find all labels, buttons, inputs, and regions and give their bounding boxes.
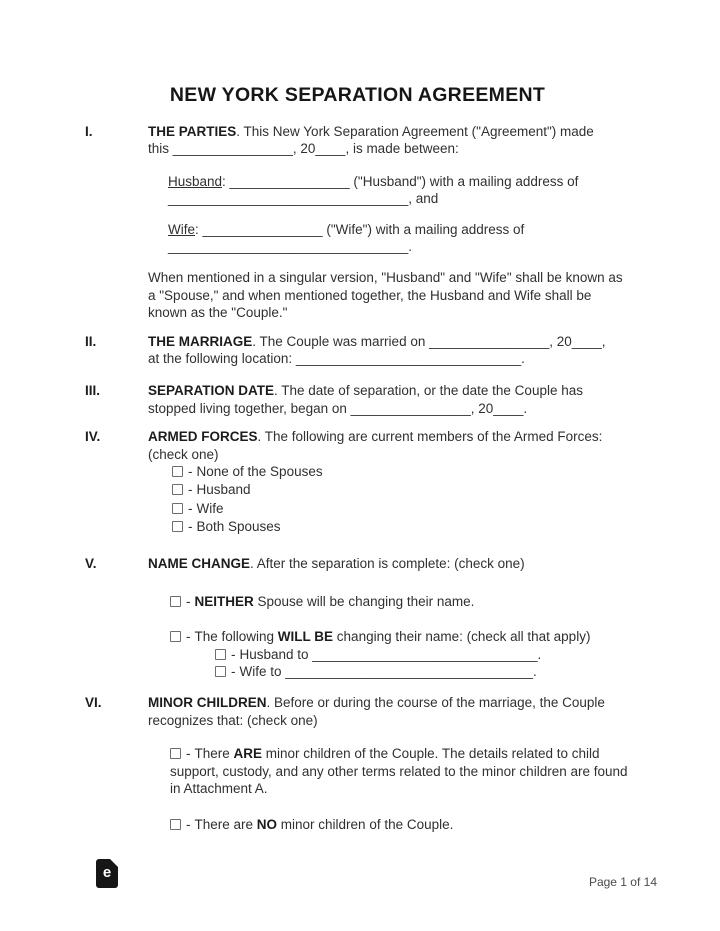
- section-heading: MINOR CHILDREN: [148, 695, 267, 711]
- minor-children-option-are: [170, 745, 630, 797]
- page-title: NEW YORK SEPARATION AGREEMENT: [169, 84, 546, 106]
- option-dash: -: [231, 663, 236, 679]
- minor-children-text: . Before or during the course of the marriage, the Couple recognizes that: (check one): [148, 695, 605, 728]
- section-the-marriage: [85, 333, 630, 368]
- separation-date-text: . The date of separation, or the date the Couple has stopped living together, began on ________________, 20____.: [148, 383, 583, 416]
- option-dash: -: [186, 629, 191, 645]
- parties-intro: [148, 123, 630, 158]
- armed-forces-clause: [148, 428, 630, 463]
- option-label: Husband: [196, 482, 251, 498]
- option-dash: -: [186, 746, 191, 762]
- option-dash: -: [186, 593, 191, 609]
- armed-forces-option-none: [172, 463, 630, 481]
- wife-label: Wife: [168, 221, 195, 237]
- section-the-parties: [85, 123, 630, 322]
- section-name-change: [85, 555, 630, 680]
- wife-clause: [168, 221, 630, 256]
- option-dash: -: [188, 464, 193, 480]
- section-heading: THE MARRIAGE: [148, 333, 253, 349]
- minor-children-option-no: [170, 816, 630, 833]
- option-label: Husband to ______________________________.: [239, 646, 542, 662]
- name-change-clause: [148, 555, 630, 572]
- separation-date-clause: [148, 382, 630, 417]
- option-label: Spouse will be changing their name.: [253, 593, 475, 609]
- name-change-option-neither: [170, 593, 630, 610]
- option-dash: -: [188, 500, 193, 516]
- section-heading: SEPARATION DATE: [148, 383, 275, 399]
- name-change-text: . After the separation is complete: (check one): [250, 556, 525, 572]
- spouse-definition-note: When mentioned in a singular version, "Husband" and "Wife" shall be known as a "Spouse," and when mentioned together, the Husband and Wife shall be known as the "Couple.": [148, 270, 623, 321]
- section-numeral: III.: [85, 383, 101, 399]
- option-bold-word: NEITHER: [194, 593, 254, 609]
- name-change-sub-options: [215, 646, 630, 681]
- minor-children-clause: [148, 694, 630, 729]
- name-change-wife-to: [215, 663, 630, 680]
- checkbox-icon[interactable]: [172, 484, 183, 495]
- armed-forces-option-both: [172, 518, 630, 536]
- document-content: [85, 84, 630, 834]
- option-label: Both Spouses: [196, 518, 281, 534]
- marriage-clause: [148, 333, 630, 368]
- option-label: changing their name: (check all that apply): [333, 629, 591, 645]
- section-heading: NAME CHANGE: [148, 556, 251, 572]
- checkbox-icon[interactable]: [170, 819, 181, 830]
- option-bold-word: NO: [256, 817, 278, 833]
- section-numeral: I.: [85, 124, 93, 139]
- wife-clause-text: : ________________ ("Wife") with a mailing address of ________________________________.: [168, 221, 525, 255]
- option-label: Wife to _________________________________.: [239, 663, 537, 679]
- section-numeral: IV.: [85, 429, 101, 445]
- husband-clause-text: : ________________ ("Husband") with a mailing address of ________________________________, and: [168, 173, 579, 207]
- logo-letter: e: [102, 864, 112, 881]
- section-numeral: VI.: [85, 695, 102, 711]
- checkbox-icon[interactable]: [170, 748, 181, 759]
- page-number: Page 1 of 14: [588, 875, 657, 889]
- checkbox-icon[interactable]: [215, 649, 226, 660]
- option-label-pre: There are: [194, 817, 257, 833]
- checkbox-icon[interactable]: [170, 631, 181, 642]
- option-label-pre: The following: [194, 629, 278, 645]
- armed-forces-options: [172, 463, 630, 536]
- checkbox-icon[interactable]: [172, 503, 183, 514]
- checkbox-icon[interactable]: [170, 596, 181, 607]
- option-label: None of the Spouses: [196, 464, 323, 480]
- marriage-clause-text: . The Couple was married on ________________, 20____, at the following location: ______________________________.: [148, 333, 606, 367]
- option-dash: -: [231, 646, 236, 662]
- checkbox-icon[interactable]: [172, 466, 183, 477]
- option-label: minor children of the Couple.: [277, 817, 454, 833]
- option-dash: -: [188, 482, 193, 498]
- section-heading: ARMED FORCES: [148, 429, 258, 445]
- name-change-option-willbe: [170, 628, 630, 645]
- option-dash: -: [188, 518, 193, 534]
- name-change-husband-to: [215, 646, 630, 663]
- armed-forces-option-wife: [172, 500, 630, 518]
- checkbox-icon[interactable]: [215, 666, 226, 677]
- husband-label: Husband: [168, 173, 223, 189]
- section-numeral: V.: [85, 556, 97, 572]
- option-bold-word: ARE: [233, 746, 263, 762]
- armed-forces-option-husband: [172, 481, 630, 499]
- option-label: minor children of the Couple. The details related to child support, custody, and any other terms related to the minor children are found in Attachment A.: [170, 746, 628, 796]
- section-minor-children: [85, 694, 630, 833]
- option-label-pre: There: [194, 746, 234, 762]
- option-label: Wife: [196, 500, 224, 516]
- husband-clause: [168, 173, 630, 208]
- option-bold-word: WILL BE: [277, 629, 334, 645]
- checkbox-icon[interactable]: [172, 521, 183, 532]
- section-heading: THE PARTIES: [148, 124, 237, 139]
- section-armed-forces: [85, 428, 630, 536]
- parties-intro-text: . This New York Separation Agreement ("Agreement") made this ________________, 20____, is made between:: [148, 124, 594, 157]
- eforms-logo: [96, 859, 118, 888]
- armed-forces-text: . The following are current members of the Armed Forces: (check one): [148, 429, 603, 462]
- section-separation-date: [85, 382, 630, 417]
- section-numeral: II.: [85, 333, 97, 349]
- option-dash: -: [186, 817, 191, 833]
